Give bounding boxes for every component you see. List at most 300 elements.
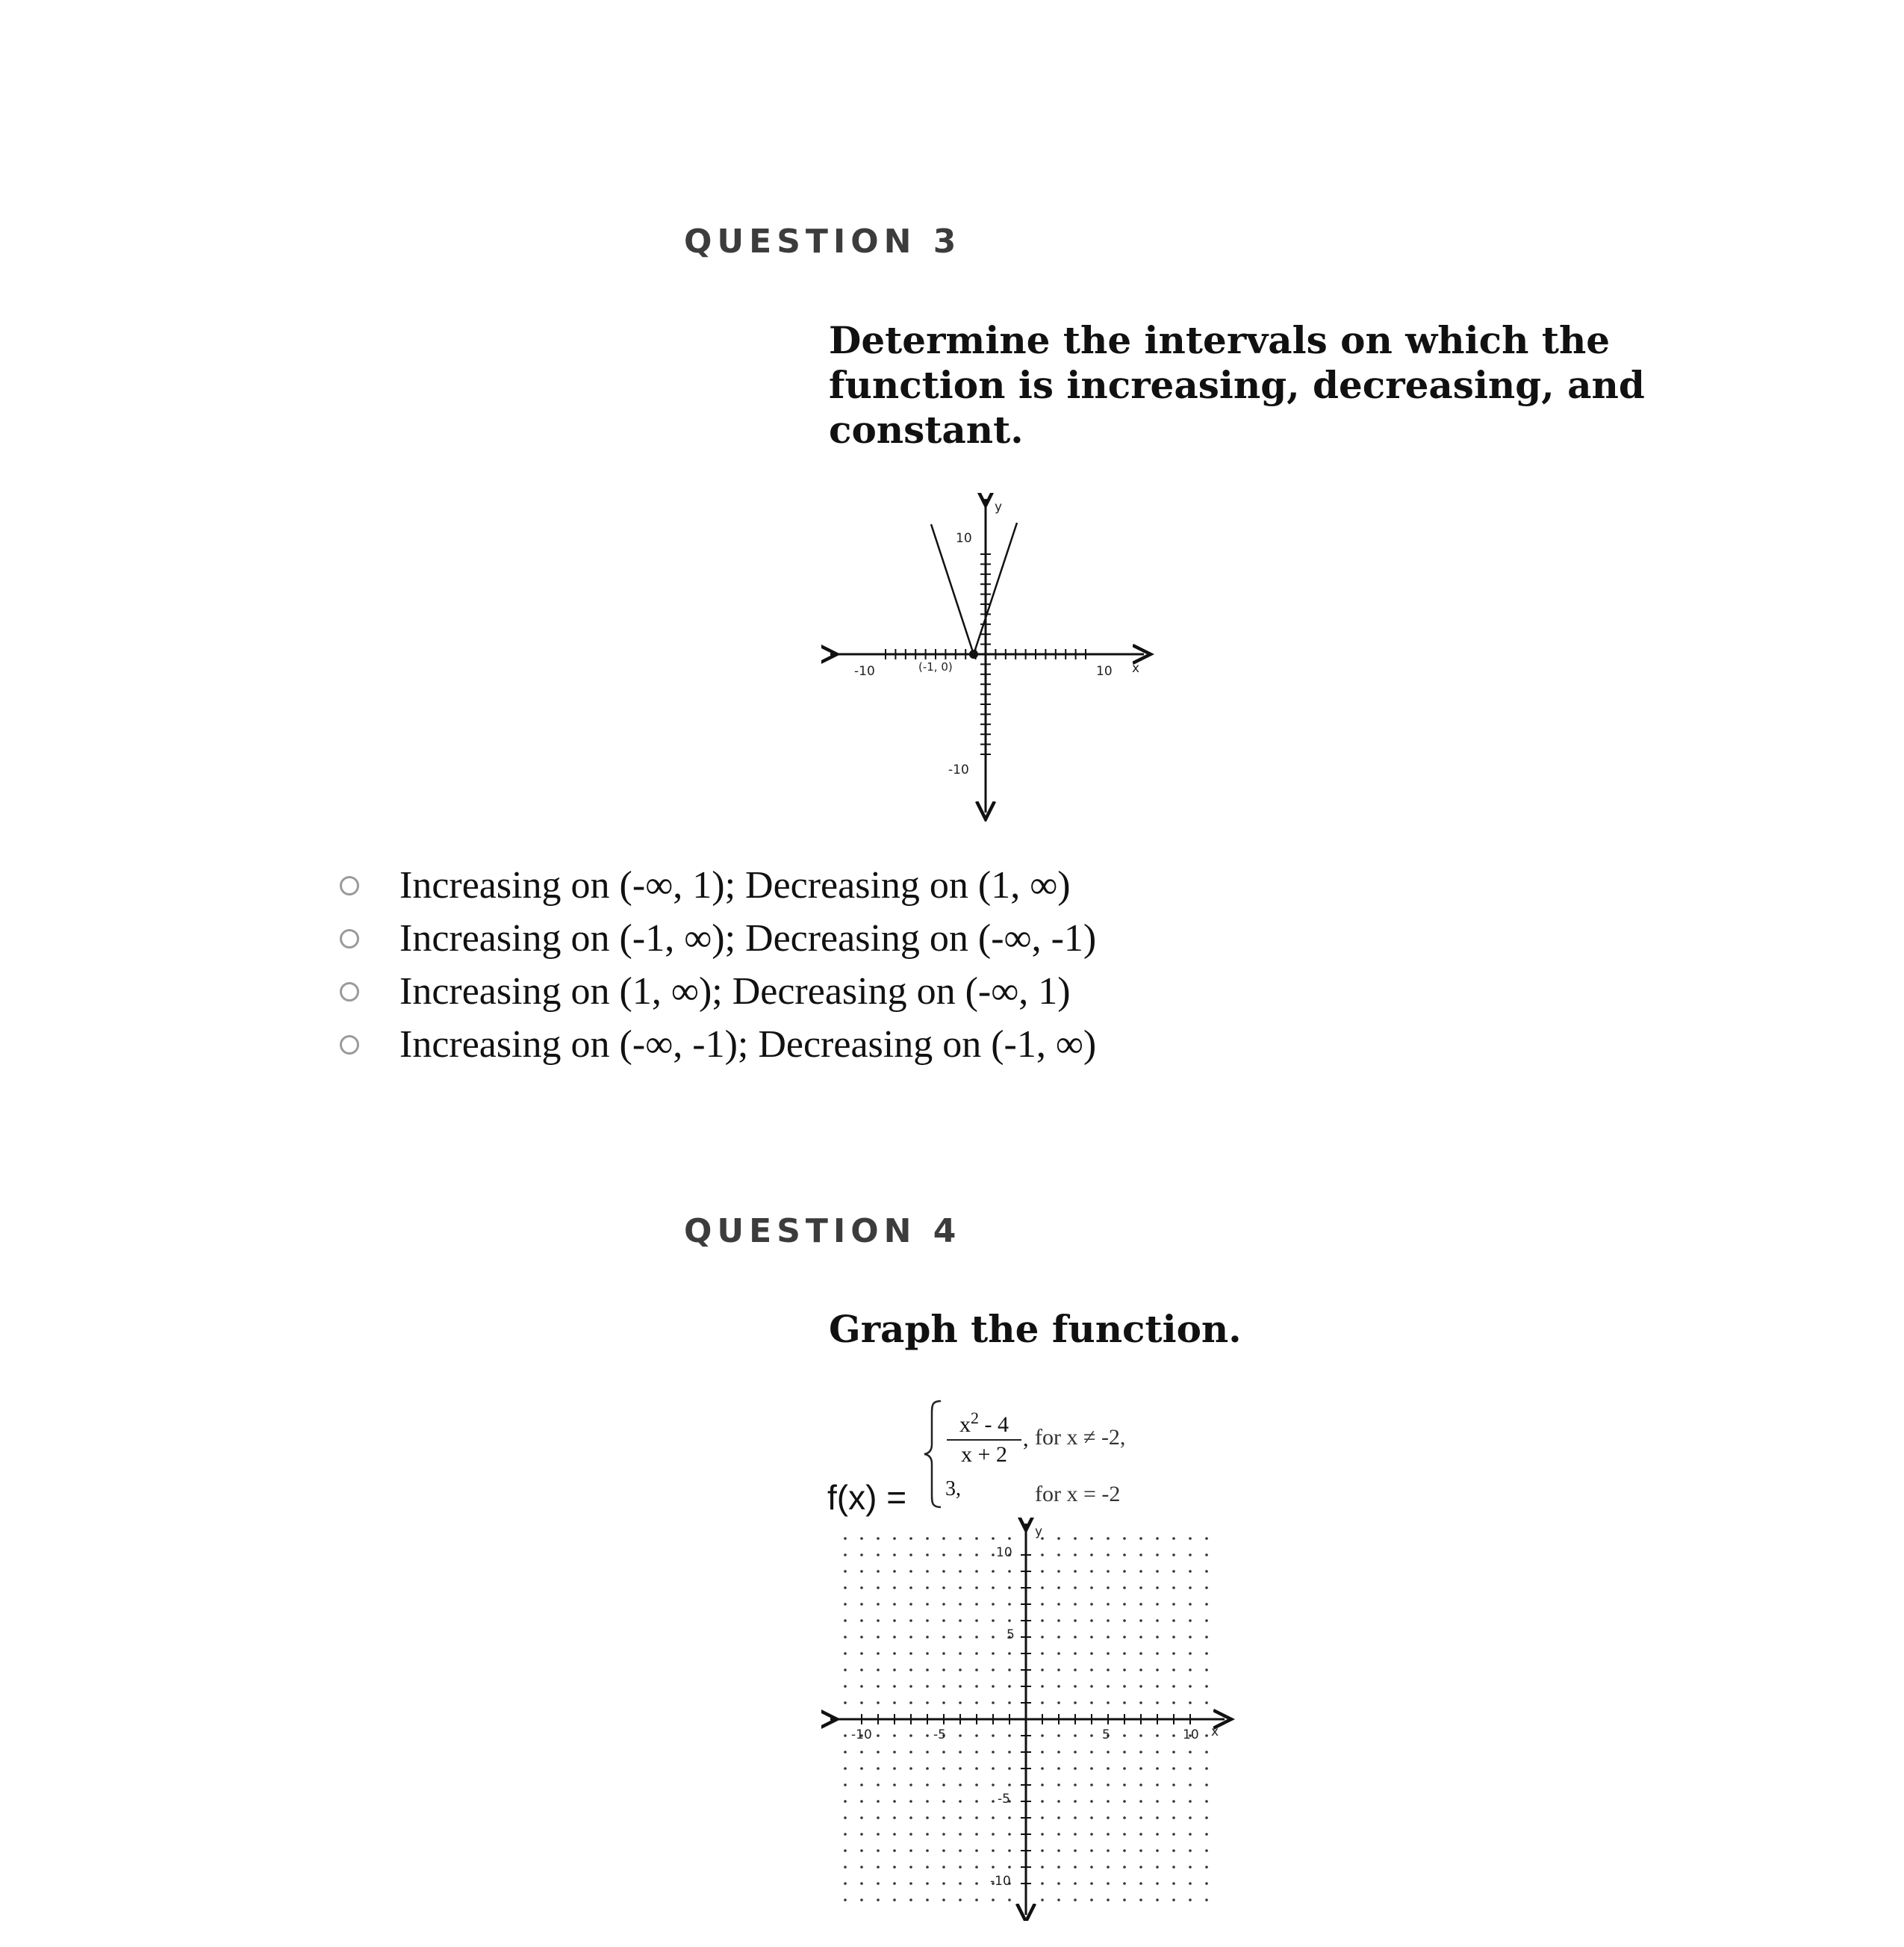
grid-dot — [1189, 1537, 1192, 1540]
grid-dot — [893, 1767, 896, 1770]
grid-dot — [909, 1767, 912, 1770]
grid-dot — [1205, 1553, 1208, 1556]
grid-dot — [844, 1833, 847, 1836]
grid-dot — [1156, 1898, 1159, 1901]
grid-dot — [860, 1898, 863, 1901]
grid-dot — [992, 1767, 995, 1770]
grid-dot — [1074, 1783, 1077, 1786]
grid-dot — [942, 1668, 945, 1671]
grid-dot — [975, 1783, 978, 1786]
grid-dot — [1090, 1586, 1093, 1589]
grid-dot — [1041, 1734, 1044, 1737]
grid-dot — [877, 1849, 880, 1852]
grid-dot — [860, 1603, 863, 1606]
grid-dot — [1074, 1866, 1077, 1869]
grid-dot — [1074, 1685, 1077, 1688]
grid-dot — [926, 1751, 929, 1754]
grid-dot — [942, 1800, 945, 1803]
grid-dot — [909, 1652, 912, 1655]
grid-dot — [877, 1586, 880, 1589]
answer-choice-d[interactable] — [340, 1018, 1609, 1071]
grid-dot — [893, 1685, 896, 1688]
piecewise-formula — [827, 1395, 1216, 1515]
grid-dot — [1189, 1767, 1192, 1770]
grid-dot — [1172, 1783, 1175, 1786]
grid-dot — [926, 1898, 929, 1901]
grid-dot — [975, 1652, 978, 1655]
grid-dot — [1156, 1833, 1159, 1836]
grid-dot — [992, 1685, 995, 1688]
grid-dot — [844, 1701, 847, 1704]
grid-dot — [1057, 1734, 1060, 1737]
grid-dot — [893, 1849, 896, 1852]
grid-dot — [1074, 1636, 1077, 1639]
grid-dot — [1041, 1570, 1044, 1573]
grid-dot — [1156, 1603, 1159, 1606]
grid-dot — [1139, 1685, 1142, 1688]
grid-dot — [844, 1816, 847, 1819]
grid-dot — [959, 1619, 962, 1622]
grid-dot — [1008, 1537, 1011, 1540]
grid-dot — [1156, 1734, 1159, 1737]
grid-dot — [942, 1783, 945, 1786]
grid-dot — [975, 1603, 978, 1606]
grid-dot — [844, 1652, 847, 1655]
grid-dot — [909, 1619, 912, 1622]
grid-dot — [1090, 1816, 1093, 1819]
grid-dot — [992, 1586, 995, 1589]
grid-dot — [1090, 1767, 1093, 1770]
grid-dot — [893, 1586, 896, 1589]
grid-dot — [1041, 1652, 1044, 1655]
grid-dot — [844, 1570, 847, 1573]
grid-dot — [926, 1537, 929, 1540]
grid-dot — [1107, 1767, 1110, 1770]
grid-dot — [1008, 1603, 1011, 1606]
grid-dot — [975, 1767, 978, 1770]
grid-dot — [844, 1603, 847, 1606]
grid-dot — [1057, 1800, 1060, 1803]
grid-dot — [992, 1603, 995, 1606]
grid-dot — [1090, 1751, 1093, 1754]
grid-dot — [1172, 1701, 1175, 1704]
grid-dot — [860, 1619, 863, 1622]
function-name: f(x) = — [827, 1478, 907, 1517]
grid-dot — [992, 1570, 995, 1573]
radio-button[interactable] — [340, 929, 359, 948]
answer-choice-c[interactable] — [340, 965, 1609, 1018]
grid-dot — [1189, 1603, 1192, 1606]
grid-dot — [1156, 1652, 1159, 1655]
grid-dot — [860, 1586, 863, 1589]
grid-dot — [926, 1586, 929, 1589]
grid-dot — [975, 1570, 978, 1573]
grid-dot — [893, 1833, 896, 1836]
choice-label: Increasing on (1, ∞); Decreasing on (-∞, 1) — [399, 970, 1071, 1013]
fraction-numerator: $x^2 - 4$ — [947, 1409, 1021, 1441]
grid-dot — [1139, 1553, 1142, 1556]
grid-dot — [1107, 1882, 1110, 1885]
grid-dot — [942, 1833, 945, 1836]
grid-dot — [1189, 1882, 1192, 1885]
grid-dot — [959, 1751, 962, 1754]
grid-dot — [1189, 1800, 1192, 1803]
grid-dot — [909, 1783, 912, 1786]
grid-dot — [909, 1685, 912, 1688]
grid-dot — [909, 1833, 912, 1836]
grid-dot — [1107, 1751, 1110, 1754]
y-bottom-label: -10 — [948, 763, 969, 777]
grid-dot — [1123, 1668, 1126, 1671]
grid-dot — [877, 1800, 880, 1803]
grid-dot — [1139, 1800, 1142, 1803]
fraction-denominator: x + 2 — [961, 1442, 1007, 1467]
grid-dot — [1189, 1553, 1192, 1556]
grid-dot — [1139, 1783, 1142, 1786]
grid-dot — [1074, 1816, 1077, 1819]
grid-dot — [942, 1685, 945, 1688]
choice-label: Increasing on (-∞, -1); Decreasing on (-1, ∞) — [399, 1023, 1097, 1066]
grid-dot — [844, 1619, 847, 1622]
grid-dot — [1090, 1783, 1093, 1786]
grid-dot — [1189, 1570, 1192, 1573]
grid-dot — [1090, 1800, 1093, 1803]
grid-dot — [1008, 1701, 1011, 1704]
grid-dot — [1123, 1849, 1126, 1852]
grid-dot — [1041, 1586, 1044, 1589]
grid-dot — [1057, 1767, 1060, 1770]
grid-dot — [860, 1537, 863, 1540]
grid-dot — [1123, 1767, 1126, 1770]
grid-dot — [1123, 1636, 1126, 1639]
grid-dot — [1139, 1537, 1142, 1540]
grid-dot — [860, 1570, 863, 1573]
grid-dot — [1172, 1570, 1175, 1573]
grid-dot — [877, 1603, 880, 1606]
grid-dot — [1172, 1652, 1175, 1655]
vertex-label: (-1, 0) — [918, 660, 953, 674]
grid-dot — [1156, 1570, 1159, 1573]
grid-dot — [909, 1898, 912, 1901]
grid-dot — [1189, 1668, 1192, 1671]
grid-dot — [1074, 1898, 1077, 1901]
grid-dot — [1107, 1783, 1110, 1786]
grid-dot — [1189, 1816, 1192, 1819]
grid-dot — [1139, 1767, 1142, 1770]
grid-dot — [1090, 1685, 1093, 1688]
grid-dot — [1090, 1603, 1093, 1606]
grid-dot — [975, 1734, 978, 1737]
grid-dot — [926, 1553, 929, 1556]
grid-dot — [1008, 1586, 1011, 1589]
grid-dot — [877, 1701, 880, 1704]
grid-dot — [1139, 1636, 1142, 1639]
grid-dot — [942, 1586, 945, 1589]
grid-dot — [1107, 1898, 1110, 1901]
grid-dot — [959, 1898, 962, 1901]
grid-dot — [975, 1898, 978, 1901]
grid-dot — [844, 1800, 847, 1803]
grid-dot — [1189, 1619, 1192, 1622]
answer-choice-a[interactable] — [340, 859, 1609, 912]
grid-dot — [893, 1800, 896, 1803]
grid-dot — [877, 1767, 880, 1770]
grid-dot — [959, 1734, 962, 1737]
grid-dot — [1008, 1619, 1011, 1622]
grid-dot — [975, 1833, 978, 1836]
grid-dot — [1090, 1636, 1093, 1639]
grid-dot — [1172, 1734, 1175, 1737]
grid-dot — [1205, 1833, 1208, 1836]
grid-dot — [877, 1537, 880, 1540]
grid-dot — [1008, 1898, 1011, 1901]
grid-dot — [1107, 1833, 1110, 1836]
grid-dot — [1041, 1898, 1044, 1901]
grid-dot — [909, 1701, 912, 1704]
grid-dot — [844, 1898, 847, 1901]
grid-dot — [942, 1652, 945, 1655]
grid-dot — [909, 1668, 912, 1671]
x-neg-mid-label: -5 — [933, 1727, 946, 1742]
grid-dot — [877, 1751, 880, 1754]
grid-dot — [926, 1619, 929, 1622]
grid-dot — [959, 1603, 962, 1606]
grid-dot — [1172, 1553, 1175, 1556]
radio-button[interactable] — [340, 1035, 359, 1055]
y-mid-label: 5 — [1007, 1627, 1015, 1642]
question-3-heading: QUESTION 3 — [684, 223, 962, 261]
grid-dot — [942, 1636, 945, 1639]
grid-dot — [860, 1783, 863, 1786]
grid-dot — [1172, 1767, 1175, 1770]
grid-dot — [1172, 1866, 1175, 1869]
grid-dot — [893, 1816, 896, 1819]
grid-dot — [1189, 1849, 1192, 1852]
grid-dot — [1090, 1701, 1093, 1704]
grid-dot — [1008, 1866, 1011, 1869]
grid-dot — [942, 1701, 945, 1704]
choice-label: Increasing on (-1, ∞); Decreasing on (-∞, -1) — [399, 917, 1097, 960]
grid-dot — [926, 1783, 929, 1786]
grid-dot — [1205, 1882, 1208, 1885]
grid-dot — [844, 1734, 847, 1737]
grid-dot — [860, 1849, 863, 1852]
grid-dot — [1074, 1833, 1077, 1836]
grid-dot — [992, 1668, 995, 1671]
grid-dot — [909, 1586, 912, 1589]
grid-dot — [1156, 1636, 1159, 1639]
grid-dot — [893, 1537, 896, 1540]
grid-dot — [1139, 1866, 1142, 1869]
grid-dot — [1139, 1734, 1142, 1737]
radio-button[interactable] — [340, 876, 359, 895]
grid-dot — [1041, 1849, 1044, 1852]
grid-dot — [1057, 1751, 1060, 1754]
grid-dot — [992, 1816, 995, 1819]
grid-dot — [1057, 1833, 1060, 1836]
grid-dot — [1074, 1652, 1077, 1655]
grid-dot — [959, 1866, 962, 1869]
grid-dot — [877, 1734, 880, 1737]
grid-dot — [1156, 1767, 1159, 1770]
grid-dot — [975, 1866, 978, 1869]
grid-dot — [942, 1603, 945, 1606]
grid-dot — [1139, 1701, 1142, 1704]
grid-dot — [1205, 1816, 1208, 1819]
grid-dot — [992, 1619, 995, 1622]
grid-dot — [844, 1586, 847, 1589]
grid-dot — [1057, 1586, 1060, 1589]
answer-choice-b[interactable] — [340, 912, 1609, 965]
grid-dot — [992, 1553, 995, 1556]
grid-dot — [860, 1882, 863, 1885]
grid-dot — [1041, 1866, 1044, 1869]
grid-dot — [1139, 1570, 1142, 1573]
radio-button[interactable] — [340, 982, 359, 1002]
grid-dot — [926, 1800, 929, 1803]
grid-dot — [942, 1570, 945, 1573]
function-right-branch — [974, 523, 1017, 654]
grid-dot — [1107, 1849, 1110, 1852]
grid-dot — [909, 1570, 912, 1573]
grid-dot — [1123, 1866, 1126, 1869]
grid-dot — [926, 1833, 929, 1836]
grid-dot — [1074, 1882, 1077, 1885]
grid-dot — [893, 1734, 896, 1737]
grid-dot — [1123, 1586, 1126, 1589]
grid-dot — [1090, 1537, 1093, 1540]
grid-dot — [844, 1553, 847, 1556]
y-top-label: 10 — [956, 531, 972, 546]
grid-dot — [1090, 1668, 1093, 1671]
grid-dot — [959, 1537, 962, 1540]
x-left-label: -10 — [854, 664, 875, 679]
grid-dot — [942, 1898, 945, 1901]
grid-dot — [1008, 1767, 1011, 1770]
grid-dot — [1123, 1800, 1126, 1803]
grid-dot — [975, 1668, 978, 1671]
grid-dot — [1189, 1833, 1192, 1836]
grid-dot — [844, 1783, 847, 1786]
grid-dot — [942, 1882, 945, 1885]
grid-dot — [1074, 1668, 1077, 1671]
grid-dot — [1156, 1816, 1159, 1819]
grid-dot — [1123, 1619, 1126, 1622]
grid-dot — [893, 1668, 896, 1671]
y-top-label: 10 — [996, 1545, 1012, 1560]
grid-dot — [1205, 1652, 1208, 1655]
grid-dot — [1057, 1652, 1060, 1655]
grid-dot — [1090, 1866, 1093, 1869]
grid-dot — [926, 1685, 929, 1688]
grid-dot — [877, 1553, 880, 1556]
grid-dot — [877, 1619, 880, 1622]
grid-dot — [1074, 1849, 1077, 1852]
grid-dot — [1107, 1586, 1110, 1589]
grid-dot — [1139, 1603, 1142, 1606]
grid-dot — [1123, 1816, 1126, 1819]
grid-dot — [1123, 1783, 1126, 1786]
grid-dot — [1008, 1751, 1011, 1754]
grid-dot — [942, 1619, 945, 1622]
grid-dot — [860, 1751, 863, 1754]
grid-dot — [1008, 1734, 1011, 1737]
grid-dot — [844, 1751, 847, 1754]
grid-dot — [926, 1603, 929, 1606]
grid-dot — [877, 1652, 880, 1655]
grid-dot — [1205, 1570, 1208, 1573]
grid-dot — [975, 1882, 978, 1885]
grid-dot — [1008, 1833, 1011, 1836]
grid-dot — [1041, 1603, 1044, 1606]
question-3-choices — [340, 859, 1609, 1071]
grid-dot — [1057, 1882, 1060, 1885]
grid-dot — [1205, 1800, 1208, 1803]
grid-dot — [1057, 1668, 1060, 1671]
grid-dot — [1041, 1751, 1044, 1754]
grid-dot — [1057, 1553, 1060, 1556]
grid-dot — [1123, 1734, 1126, 1737]
grid-dot — [877, 1833, 880, 1836]
grid-dot — [1107, 1553, 1110, 1556]
grid-dot — [1123, 1537, 1126, 1540]
grid-dot — [975, 1800, 978, 1803]
grid-dot — [1074, 1570, 1077, 1573]
grid-dot — [1074, 1619, 1077, 1622]
grid-dot — [926, 1734, 929, 1737]
grid-dot — [909, 1734, 912, 1737]
grid-dot — [1041, 1833, 1044, 1836]
grid-dot — [1057, 1816, 1060, 1819]
grid-dot — [1008, 1849, 1011, 1852]
grid-dot — [877, 1668, 880, 1671]
grid-dot — [1205, 1767, 1208, 1770]
grid-dot — [959, 1783, 962, 1786]
grid-dot — [926, 1636, 929, 1639]
grid-dot — [1123, 1652, 1126, 1655]
grid-dot — [992, 1898, 995, 1901]
grid-dot — [1205, 1668, 1208, 1671]
grid-dot — [893, 1866, 896, 1869]
grid-dot — [926, 1668, 929, 1671]
grid-dot — [1057, 1849, 1060, 1852]
grid-dot — [975, 1701, 978, 1704]
grid-dot — [1041, 1553, 1044, 1556]
grid-dot — [860, 1767, 863, 1770]
grid-dot — [893, 1783, 896, 1786]
grid-dot — [844, 1685, 847, 1688]
grid-dot — [926, 1652, 929, 1655]
grid-dot — [1090, 1553, 1093, 1556]
grid-dot — [1008, 1816, 1011, 1819]
grid-dot — [893, 1751, 896, 1754]
grid-dot — [1057, 1537, 1060, 1540]
grid-dot — [926, 1882, 929, 1885]
case-2-value: 3, — [945, 1477, 961, 1500]
case-2-condition: for x = -2 — [1035, 1482, 1121, 1506]
grid-dot — [1189, 1586, 1192, 1589]
grid-dot — [1189, 1701, 1192, 1704]
grid-dot — [992, 1537, 995, 1540]
grid-dot — [992, 1866, 995, 1869]
grid-dot — [1205, 1685, 1208, 1688]
grid-dot — [926, 1701, 929, 1704]
x-axis-label: x — [1211, 1724, 1219, 1739]
y-axis-label: y — [995, 500, 1003, 515]
grid-dot — [959, 1800, 962, 1803]
grid-dot — [1156, 1751, 1159, 1754]
grid-dot — [1041, 1685, 1044, 1688]
